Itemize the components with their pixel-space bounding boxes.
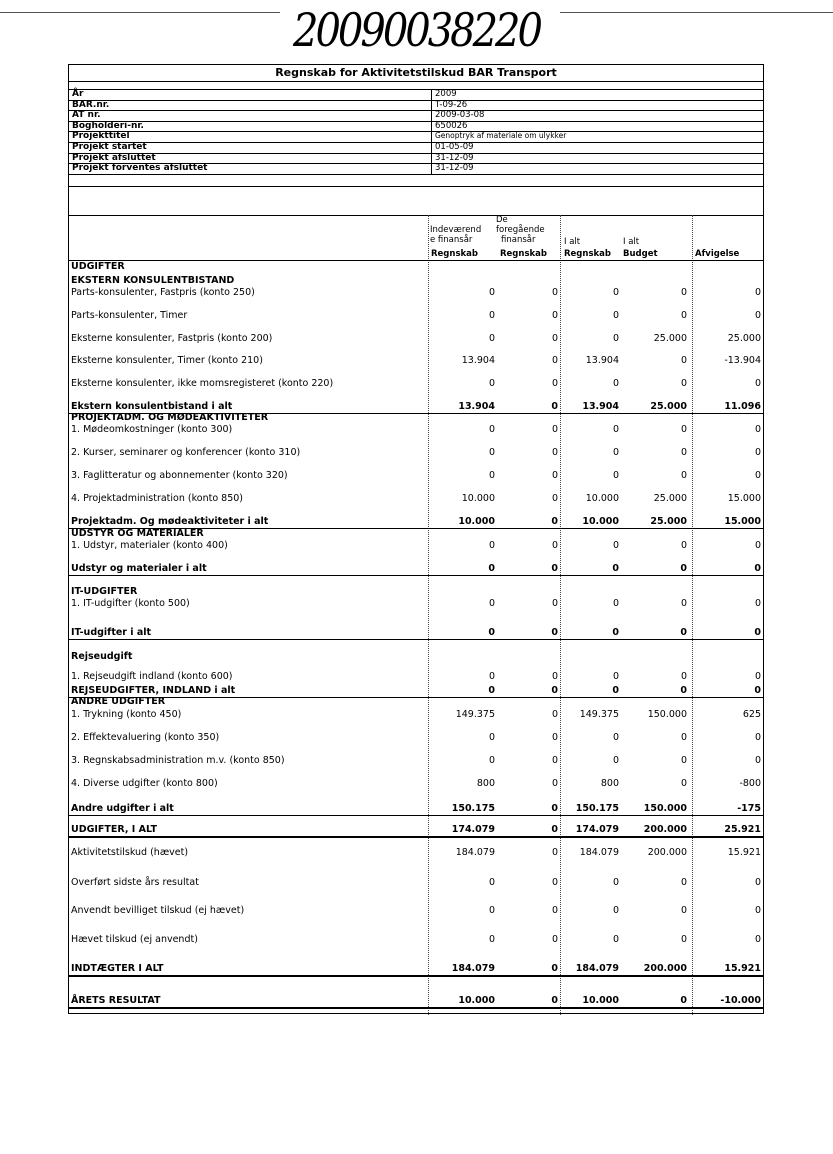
row-value: 0 (551, 470, 558, 481)
row-value: 25.000 (653, 493, 687, 504)
info-label: Bogholderi-nr. (72, 120, 144, 131)
row-value: 0 (754, 732, 761, 743)
row-label: Anvendt bevilliget tilskud (ej hævet) (71, 905, 245, 916)
row-label: Eksterne konsulenter, ikke momsregisteret (konto 220) (71, 378, 334, 389)
row-value: 0 (551, 685, 558, 696)
row-value: 0 (488, 470, 495, 481)
row-value: 25.921 (724, 824, 761, 835)
row-label: 2. Kurser, seminarer og konferencer (konto 310) (71, 447, 301, 458)
info-row (69, 164, 763, 175)
row-value: 200.000 (647, 847, 687, 858)
row-value: 184.079 (455, 847, 495, 858)
row-value: 10.000 (458, 995, 495, 1006)
row-value: 0 (680, 287, 687, 298)
row-value: 0 (612, 905, 619, 916)
row-value: 0 (680, 310, 687, 321)
row-value: 0 (488, 627, 495, 638)
row-value: 0 (551, 598, 558, 609)
row-value: 10.000 (461, 493, 495, 504)
row-value: 0 (612, 627, 619, 638)
row-value: 0 (612, 685, 619, 696)
row-value: 174.079 (451, 824, 495, 835)
row-label: Projektadm. Og mødeaktiviteter i alt (71, 516, 269, 527)
info-label: År (72, 89, 84, 99)
row-value: 0 (488, 447, 495, 458)
row-value: 0 (551, 755, 558, 766)
row-value: 200.000 (643, 963, 687, 974)
row-value: 10.000 (582, 516, 619, 527)
row-value: 25.000 (653, 333, 687, 344)
row-value: 149.375 (579, 709, 619, 720)
info-value: T-09-26 (431, 100, 765, 111)
row-value: 0 (612, 598, 619, 609)
row-label: Eksterne konsulenter, Timer (konto 210) (71, 355, 263, 366)
row-value: 0 (551, 516, 558, 527)
row-value: 0 (680, 563, 687, 574)
total-rule (69, 697, 763, 698)
row-value: 0 (551, 847, 558, 858)
row-value: 0 (680, 598, 687, 609)
header-col2-line0: De (496, 215, 508, 225)
row-value: 0 (551, 905, 558, 916)
divider (69, 215, 763, 216)
row-value: 0 (754, 685, 761, 696)
row-value: 0 (754, 310, 761, 321)
row-value: 0 (488, 934, 495, 945)
row-value: 15.000 (727, 493, 761, 504)
row-value: 0 (612, 310, 619, 321)
row-value: 0 (612, 563, 619, 574)
total-rule (69, 413, 763, 414)
info-value: 31-12-09 (431, 163, 765, 174)
row-value: 0 (551, 424, 558, 435)
header-col4-line2: I alt (623, 237, 640, 247)
row-value: 0 (680, 424, 687, 435)
row-label: 1. IT-udgifter (konto 500) (71, 598, 190, 609)
info-value: Genoptryk af materiale om ulykker (431, 131, 765, 142)
top-left-rule (0, 12, 280, 13)
row-value: 0 (612, 755, 619, 766)
info-value: 2009-03-08 (431, 110, 765, 121)
row-value: 0 (488, 378, 495, 389)
info-label: BAR.nr. (72, 99, 110, 110)
row-value: 0 (551, 824, 558, 835)
header-col5-afvigelse: Afvigelse (695, 249, 740, 259)
row-value: 184.079 (451, 963, 495, 974)
total-rule (69, 815, 763, 816)
row-value: 0 (680, 355, 687, 366)
row-value: 0 (612, 378, 619, 389)
total-rule (69, 575, 763, 576)
row-label: Eksterne konsulenter, Fastpris (konto 200) (71, 333, 273, 344)
row-value: 149.375 (455, 709, 495, 720)
row-value: 0 (680, 671, 687, 682)
row-label: EKSTERN KONSULENTBISTAND (71, 275, 235, 286)
row-label: REJSEUDGIFTER, INDLAND i alt (71, 685, 236, 696)
row-value: 0 (612, 540, 619, 551)
row-value: 200.000 (643, 824, 687, 835)
total-rule (69, 836, 763, 838)
column-separator (692, 215, 693, 1015)
row-value: 0 (612, 287, 619, 298)
row-value: 0 (680, 540, 687, 551)
row-value: 10.000 (582, 995, 619, 1006)
info-value: 31-12-09 (431, 153, 765, 164)
row-value: 0 (612, 333, 619, 344)
row-value: 0 (551, 877, 558, 888)
row-value: -800 (739, 778, 761, 789)
row-value: 0 (680, 627, 687, 638)
top-right-rule (560, 12, 833, 13)
header-col4-budget: Budget (623, 249, 658, 259)
header-col3-line2: I alt (564, 237, 581, 247)
total-rule (69, 975, 763, 977)
row-value: 0 (754, 905, 761, 916)
row-value: 150.000 (647, 709, 687, 720)
total-rule (69, 639, 763, 640)
row-label: Ekstern konsulentbistand i alt (71, 401, 233, 412)
total-rule (69, 528, 763, 529)
row-value: 150.175 (575, 803, 619, 814)
header-col3-regnskab: Regnskab (564, 249, 611, 259)
row-value: 0 (680, 877, 687, 888)
row-label: IT-udgifter i alt (71, 627, 152, 638)
row-value: 0 (551, 287, 558, 298)
row-value: 11.096 (724, 401, 761, 412)
row-value: 0 (680, 755, 687, 766)
row-value: 0 (551, 803, 558, 814)
row-value: 184.079 (579, 847, 619, 858)
row-value: 800 (600, 778, 619, 789)
row-value: 15.921 (727, 847, 761, 858)
header-col2-regnskab: Regnskab (500, 249, 547, 259)
info-value: 2009 (431, 89, 765, 100)
row-label: 1. Rejseudgift indland (konto 600) (71, 671, 233, 682)
row-value: 0 (488, 877, 495, 888)
row-value: 13.904 (585, 355, 619, 366)
row-value: 0 (680, 995, 687, 1006)
row-value: 0 (680, 447, 687, 458)
row-label: 4. Diverse udgifter (konto 800) (71, 778, 218, 789)
row-value: 0 (754, 598, 761, 609)
row-value: 0 (551, 563, 558, 574)
row-label: Udstyr og materialer i alt (71, 563, 207, 574)
row-value: 0 (551, 732, 558, 743)
sheet-title: Regnskab for Aktivitetstilskud BAR Transport (69, 65, 763, 82)
row-value: 0 (680, 934, 687, 945)
row-value: 0 (488, 755, 495, 766)
row-value: 174.079 (575, 824, 619, 835)
row-label: Andre udgifter i alt (71, 803, 174, 814)
row-value: 0 (551, 333, 558, 344)
row-value: 0 (551, 378, 558, 389)
header-col2-line1: foregående (496, 225, 545, 235)
row-value: 0 (754, 755, 761, 766)
row-label: Hævet tilskud (ej anvendt) (71, 934, 198, 945)
row-label: Overført sidste års resultat (71, 877, 199, 888)
row-value: 15.000 (724, 516, 761, 527)
row-value: 0 (488, 563, 495, 574)
row-value: 0 (754, 378, 761, 389)
row-value: 13.904 (461, 355, 495, 366)
row-value: 0 (680, 378, 687, 389)
row-value: 0 (488, 598, 495, 609)
row-value: 0 (488, 732, 495, 743)
header-col2-line2: finansår (501, 235, 536, 245)
info-label: AT nr. (72, 110, 101, 121)
row-value: 625 (742, 709, 761, 720)
info-label: Projekt startet (72, 141, 147, 152)
row-label: Parts-konsulenter, Timer (71, 310, 188, 321)
row-value: 0 (488, 310, 495, 321)
row-value: 0 (612, 447, 619, 458)
row-value: 0 (551, 355, 558, 366)
row-value: 0 (551, 627, 558, 638)
row-value: 10.000 (458, 516, 495, 527)
row-value: 0 (488, 287, 495, 298)
row-value: 0 (612, 934, 619, 945)
row-value: -175 (737, 803, 761, 814)
row-value: 0 (754, 627, 761, 638)
row-value: 0 (612, 877, 619, 888)
column-separator (560, 215, 561, 1015)
row-value: 0 (754, 877, 761, 888)
row-label: Aktivitetstilskud (hævet) (71, 847, 189, 858)
row-label: 3. Faglitteratur og abonnementer (konto 320) (71, 470, 288, 481)
info-label: Projekt forventes afsluttet (72, 163, 208, 174)
row-value: 800 (476, 778, 495, 789)
row-value: 0 (488, 671, 495, 682)
row-value: 0 (551, 671, 558, 682)
row-value: 0 (488, 333, 495, 344)
row-value: 0 (551, 963, 558, 974)
row-label: PROJEKTADM. OG MØDEAKTIVITETER (71, 412, 269, 423)
info-label: Projekttitel (72, 131, 130, 142)
row-value: 0 (551, 310, 558, 321)
row-value: 0 (754, 424, 761, 435)
row-value: -13.904 (724, 355, 761, 366)
row-value: 0 (754, 540, 761, 551)
header-rule (69, 260, 763, 261)
info-value: 650026 (431, 121, 765, 132)
project-info-table (69, 89, 763, 175)
account-sheet (68, 64, 764, 1014)
row-value: 25.000 (727, 333, 761, 344)
row-value: 13.904 (582, 401, 619, 412)
row-value: 184.079 (575, 963, 619, 974)
row-label: Rejseudgift (71, 651, 133, 662)
divider (69, 186, 763, 187)
row-label: 4. Projektadministration (konto 850) (71, 493, 243, 504)
row-label: 1. Udstyr, materialer (konto 400) (71, 540, 228, 551)
row-value: 0 (754, 447, 761, 458)
row-value: 0 (551, 447, 558, 458)
row-value: 0 (680, 732, 687, 743)
row-value: 13.904 (458, 401, 495, 412)
row-value: 0 (754, 287, 761, 298)
row-value: 0 (551, 934, 558, 945)
row-label: UDGIFTER (71, 261, 125, 272)
row-value: 0 (754, 470, 761, 481)
row-value: 0 (551, 995, 558, 1006)
row-label: 1. Trykning (konto 450) (71, 709, 182, 720)
row-value: 0 (488, 905, 495, 916)
info-label: Projekt afsluttet (72, 152, 156, 163)
header-col1-regnskab: Regnskab (431, 249, 478, 259)
row-label: 3. Regnskabsadministration m.v. (konto 850) (71, 755, 285, 766)
row-value: 150.175 (451, 803, 495, 814)
row-value: 0 (680, 470, 687, 481)
row-value: 0 (754, 563, 761, 574)
row-value: 10.000 (585, 493, 619, 504)
row-value: 25.000 (650, 516, 687, 527)
row-value: 0 (488, 685, 495, 696)
row-value: -10.000 (720, 995, 761, 1006)
row-label: INDTÆGTER I ALT (71, 963, 164, 974)
row-label: 1. Mødeomkostninger (konto 300) (71, 424, 233, 435)
row-value: 0 (612, 470, 619, 481)
row-value: 0 (551, 709, 558, 720)
row-value: 0 (488, 424, 495, 435)
row-label: 2. Effektevaluering (konto 350) (71, 732, 220, 743)
row-value: 0 (754, 671, 761, 682)
total-rule (69, 1007, 763, 1009)
row-label: IT-UDGIFTER (71, 586, 138, 597)
row-value: 0 (754, 934, 761, 945)
row-value: 0 (612, 732, 619, 743)
row-label: ANDRE UDGIFTER (71, 696, 166, 707)
row-value: 0 (551, 540, 558, 551)
row-value: 0 (551, 493, 558, 504)
row-label: ÅRETS RESULTAT (71, 995, 161, 1006)
row-label: UDSTYR OG MATERIALER (71, 528, 204, 539)
row-label: Parts-konsulenter, Fastpris (konto 250) (71, 287, 255, 298)
row-value: 15.921 (724, 963, 761, 974)
row-value: 0 (488, 540, 495, 551)
row-value: 25.000 (650, 401, 687, 412)
row-value: 0 (680, 905, 687, 916)
column-separator (428, 215, 429, 1015)
handwritten-number: 20090038220 (293, 4, 540, 58)
info-value: 01-05-09 (431, 142, 765, 153)
header-col1-line1: Indeværend (430, 225, 482, 235)
row-value: 0 (551, 778, 558, 789)
row-value: 0 (551, 401, 558, 412)
row-label: UDGIFTER, I ALT (71, 824, 157, 835)
row-value: 0 (680, 778, 687, 789)
header-col1-line2: e finansår (430, 235, 473, 245)
row-value: 150.000 (643, 803, 687, 814)
row-value: 0 (680, 685, 687, 696)
row-value: 0 (612, 424, 619, 435)
row-value: 0 (612, 671, 619, 682)
